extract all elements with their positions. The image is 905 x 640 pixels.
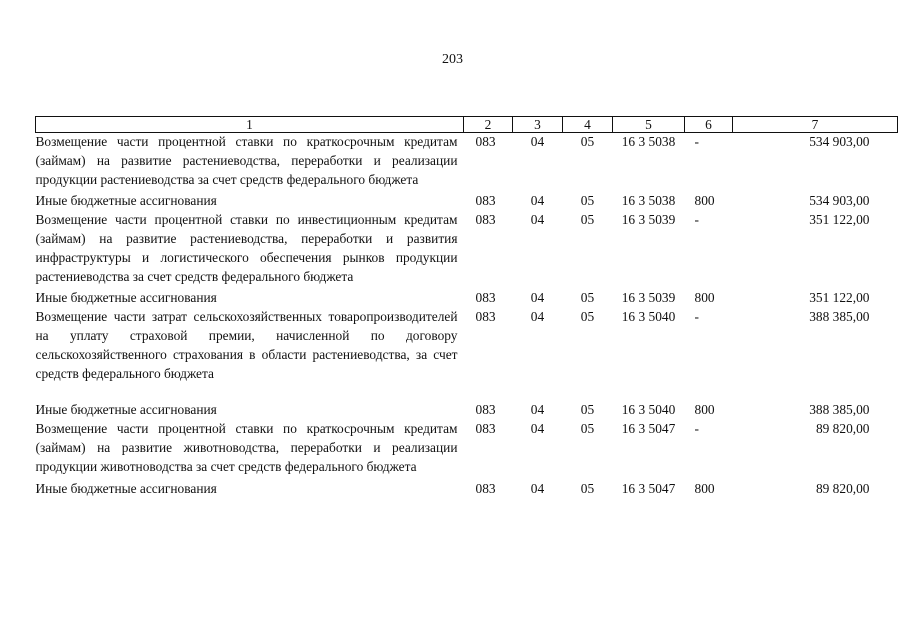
- row-description: Возмещение части затрат сельскохозяйственных товаропроизводителей на уплату страховой премии, начисленной по договору сельскохозяйственного страхования в области растениеводства, за счет средств федерального бюджета: [35, 309, 458, 381]
- row-col-3: 04: [530, 480, 545, 496]
- row-col-3: 04: [530, 193, 545, 209]
- row-col-5: 16 3 5039: [621, 290, 676, 306]
- row-col-4: 05: [580, 309, 595, 325]
- row-description: Иные бюджетные ассигнования: [35, 480, 217, 496]
- row-col-2: 083: [475, 134, 496, 149]
- header-col-2: 2: [464, 117, 513, 133]
- budget-table: [35, 116, 898, 498]
- row-amount: 89 820,00: [815, 421, 870, 437]
- row-col-2: 083: [475, 309, 496, 325]
- row-col-5: 16 3 5038: [621, 193, 676, 209]
- header-col-3: 3: [513, 117, 563, 133]
- row-col-5: 16 3 5040: [621, 402, 676, 418]
- row-col-5: 16 3 5047: [621, 480, 676, 496]
- table-row: [36, 420, 898, 479]
- header-row: [36, 117, 898, 133]
- row-col-3: 04: [530, 309, 545, 325]
- row-col-2: 083: [475, 421, 496, 437]
- row-amount: 351 122,00: [809, 290, 870, 306]
- row-col-3: 04: [530, 290, 545, 306]
- table-header: [36, 117, 898, 133]
- row-col-5: 16 3 5047: [621, 421, 676, 437]
- header-col-1: 1: [36, 117, 464, 133]
- row-col-3: 04: [530, 212, 545, 228]
- table-body: [36, 133, 898, 499]
- header-col-4: 4: [563, 117, 613, 133]
- table-row: [36, 401, 898, 420]
- header-col-6: 6: [685, 117, 733, 133]
- header-col-7: 7: [733, 117, 898, 133]
- budget-table-container: [35, 116, 897, 498]
- row-col-5: 16 3 5039: [621, 212, 676, 228]
- header-col-5: 5: [613, 117, 685, 133]
- row-description: Иные бюджетные ассигнования: [35, 402, 217, 418]
- row-description: Иные бюджетные ассигнования: [35, 290, 217, 306]
- row-amount: 388 385,00: [809, 402, 870, 418]
- row-description: Возмещение части процентной ставки по инвестиционным кредитам (займам) на развитие растениеводства, переработки и развития инфраструктуры и логистического обеспечения рынков продукции растениеводства за счет средств федерального бюджета: [35, 212, 458, 284]
- row-col-4: 05: [580, 421, 595, 437]
- row-amount: 388 385,00: [809, 309, 870, 325]
- row-col-3: 04: [530, 402, 545, 418]
- row-col-6: 800: [694, 402, 715, 418]
- row-col-6: 800: [694, 480, 715, 496]
- row-col-2: 083: [475, 290, 496, 306]
- row-col-6: 800: [694, 290, 715, 306]
- row-description: Возмещение части процентной ставки по краткосрочным кредитам (займам) на развитие животноводства, переработки и реализации продукции животноводства за счет средств федерального бюджета: [35, 421, 458, 474]
- row-col-6: -: [694, 309, 699, 325]
- table-row: [36, 211, 898, 289]
- row-col-3: 04: [530, 134, 545, 149]
- table-row: [36, 480, 898, 499]
- row-amount: 89 820,00: [815, 480, 870, 496]
- row-col-2: 083: [475, 402, 496, 418]
- row-col-3: 04: [530, 421, 545, 437]
- table-row: [36, 308, 898, 401]
- row-col-6: -: [694, 212, 699, 228]
- row-amount: 351 122,00: [809, 212, 870, 228]
- row-col-4: 05: [580, 193, 595, 209]
- row-amount: 534 903,00: [809, 134, 870, 149]
- row-col-4: 05: [580, 290, 595, 306]
- row-col-4: 05: [580, 134, 595, 149]
- row-col-5: 16 3 5038: [621, 134, 676, 149]
- row-col-5: 16 3 5040: [621, 309, 676, 325]
- row-col-4: 05: [580, 402, 595, 418]
- row-col-6: -: [694, 421, 699, 437]
- row-col-6: 800: [694, 193, 715, 209]
- row-col-2: 083: [475, 212, 496, 228]
- row-amount: 534 903,00: [809, 193, 870, 209]
- row-col-4: 05: [580, 480, 595, 496]
- row-description: Иные бюджетные ассигнования: [35, 193, 217, 209]
- table-row: [36, 133, 898, 193]
- row-description: Возмещение части процентной ставки по краткосрочным кредитам (займам) на развитие растениеводства, переработки и реализации продукции растениеводства за счет средств федерального бюджета: [35, 134, 458, 187]
- page-number: 203: [442, 52, 463, 67]
- table-row: [36, 289, 898, 308]
- row-col-2: 083: [475, 193, 496, 209]
- row-col-4: 05: [580, 212, 595, 228]
- row-col-2: 083: [475, 480, 496, 496]
- table-row: [36, 192, 898, 211]
- row-col-6: -: [694, 134, 699, 149]
